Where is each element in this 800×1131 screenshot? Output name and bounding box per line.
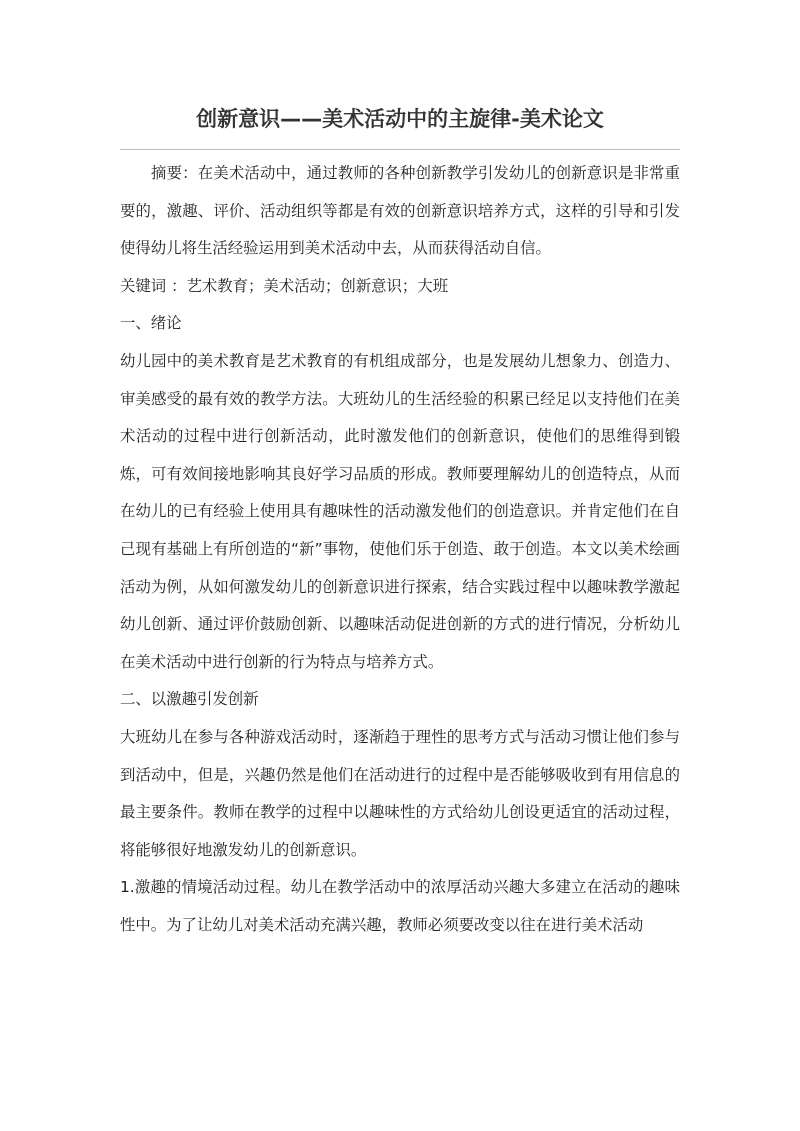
body-paragraph: 1.激趣的情境活动过程。幼儿在教学活动中的浓厚活动兴趣大多建立在活动的趣味性中。为了让幼儿对美术活动充满兴趣，教师必须要改变以往在进行美术活动 (120, 878, 680, 934)
keywords-line: 关键词 ：艺术教育；美术活动；创新意识；大班 (120, 276, 449, 295)
body-paragraph: 幼儿园中的美术教育是艺术教育的有机组成部分，也是发展幼儿想象力、创造力、审美感受的最有效的教学方法。大班幼儿的生活经验的积累已经足以支持他们在美术活动的过程中进行创新活动，此时激发他们的创新意识，使他们的思维得到锻炼，可有效间接地影响其良好学习品质的形成。教师要理解幼儿的创造特点，从而在幼儿的已有经验上使用具有趣味性的活动激发他们的创造意识。并肯定他们在自己现有基础上有所创造的“新”事物，使他们乐于创造、敢于创造。本文以美术绘画活动为例，从如何激发幼儿的创新意识进行探索，结合实践过程中以趣味教学激起幼儿创新、通过评价鼓励创新、以趣味活动促进创新的方式的进行情况，分析幼儿在美术活动中进行创新的行为特点与培养方式。 (120, 351, 680, 671)
body-paragraph: 大班幼儿在参与各种游戏活动时，逐渐趋于理性的思考方式与活动习惯让他们参与到活动中，但是，兴趣仍然是他们在活动进行的过程中是否能够吸收到有用信息的最主要条件。教师在教学的过程中以趣味性的方式给幼儿创设更适宜的活动过程，将能够很好地激发幼儿的创新意识。 (120, 727, 680, 859)
document-body (120, 155, 680, 944)
abstract-paragraph: 摘要：在美术活动中，通过教师的各种创新教学引发幼儿的创新意识是非常重要的，激趣、评价、活动组织等都是有效的创新意识培养方式，这样的引导和引发使得幼儿将生活经验运用到美术活动中去，从而获得活动自信。 (120, 164, 680, 258)
title-divider (120, 149, 680, 150)
section-heading-intro: 一、绪论 (120, 314, 182, 333)
document-title: 创新意识——美术活动中的主旋律-美术论文 (196, 107, 604, 131)
section-heading-interest: 二、以激趣引发创新 (120, 690, 259, 709)
